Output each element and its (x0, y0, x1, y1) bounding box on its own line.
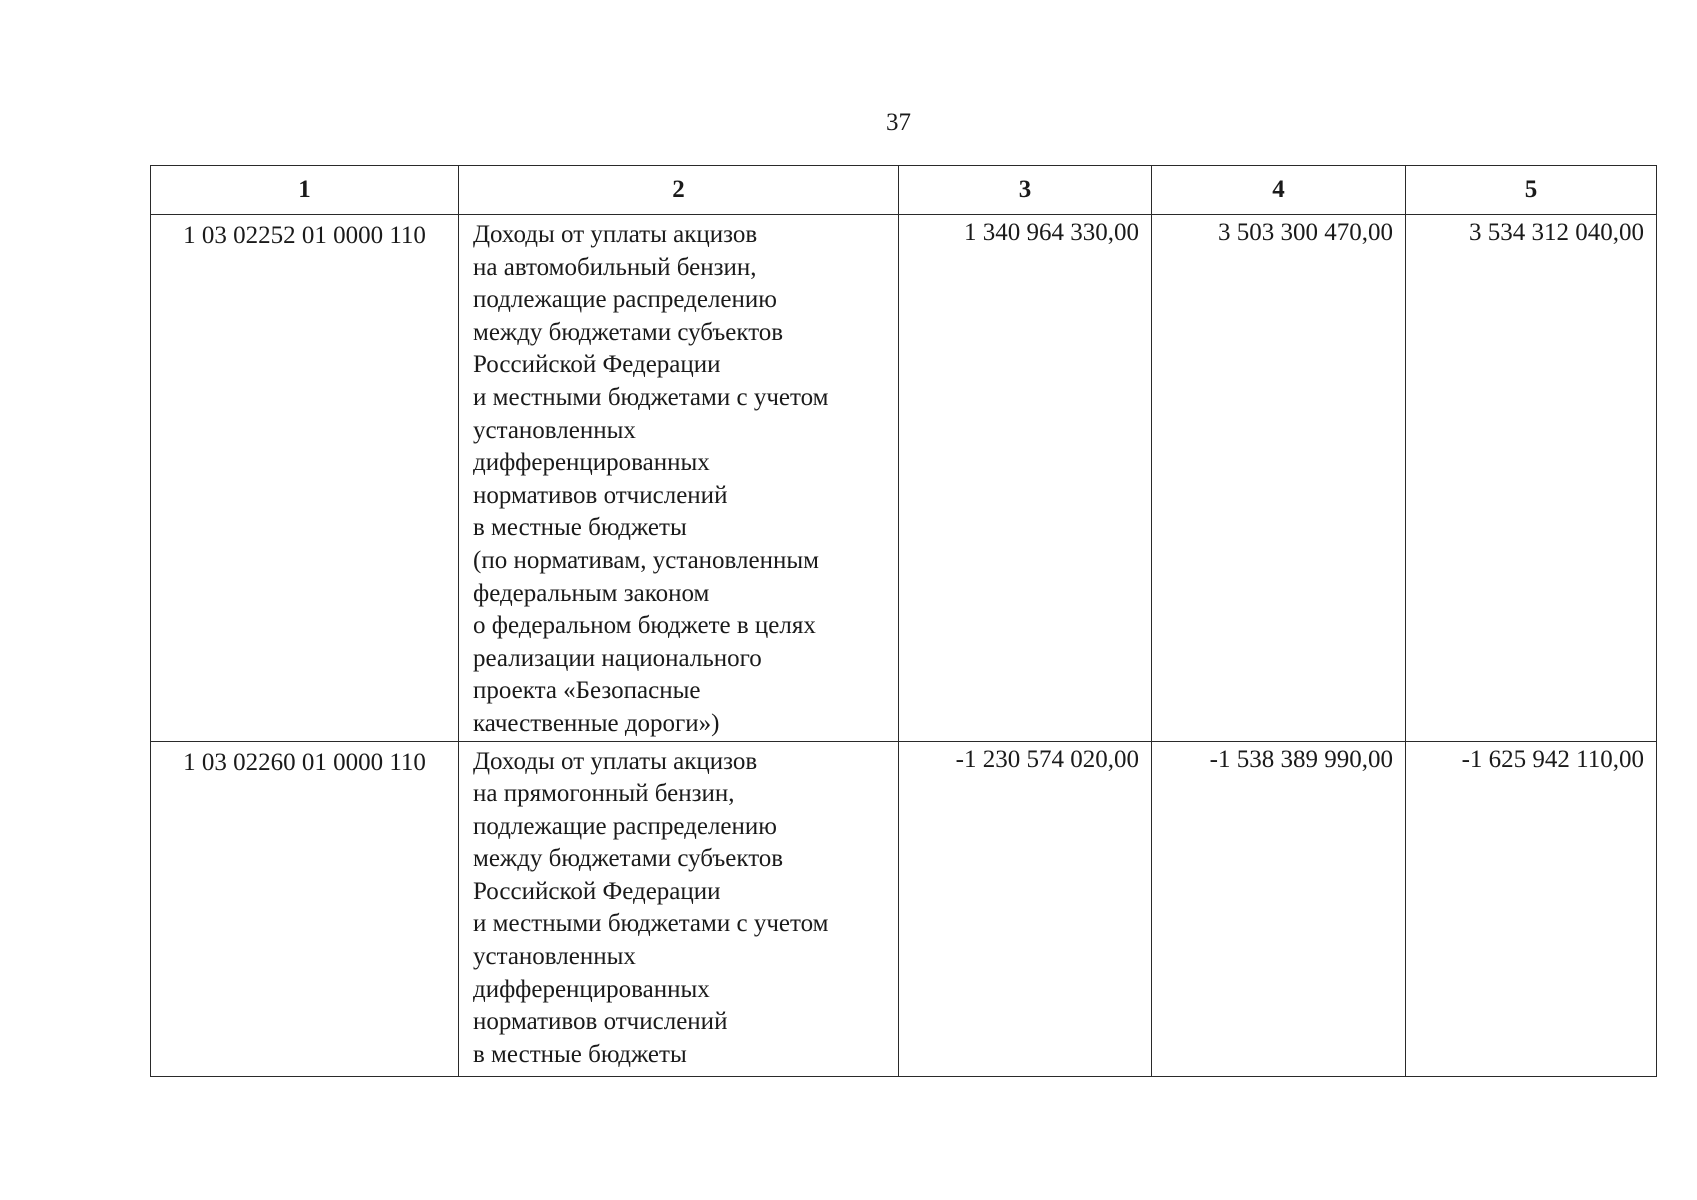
header-col-5: 5 (1406, 166, 1657, 215)
budget-classification-code: 1 03 02260 01 0000 110 (151, 741, 459, 1076)
income-description (459, 215, 899, 742)
description-line: реализации национального (473, 644, 762, 672)
description-line: Российской Федерации (473, 877, 721, 905)
amount-col-3: 1 340 964 330,00 (899, 215, 1152, 742)
table-row (151, 741, 1657, 1076)
table-row (151, 215, 1657, 742)
budget-classification-code: 1 03 02252 01 0000 110 (151, 215, 459, 742)
income-description (459, 741, 899, 1076)
description-line: проекта «Безопасные (473, 677, 701, 705)
amount-col-5: -1 625 942 110,00 (1406, 741, 1657, 1076)
description-line: дифференцированных (473, 449, 710, 477)
description-line: дифференцированных (473, 975, 710, 1003)
description-line: на автомобильный бензин, (473, 253, 757, 281)
table-header-row (151, 166, 1657, 215)
description-line: нормативов отчислений (473, 481, 728, 509)
budget-revenue-table (150, 165, 1657, 1077)
description-line: между бюджетами субъектов (473, 318, 784, 346)
amount-col-4: -1 538 389 990,00 (1152, 741, 1406, 1076)
description-line: в местные бюджеты (473, 1040, 687, 1068)
description-line: о федеральном бюджете в целях (473, 612, 816, 640)
description-line: нормативов отчислений (473, 1008, 728, 1036)
page-number: 37 (886, 109, 911, 136)
header-col-2: 2 (459, 166, 899, 215)
description-line: на прямогонный бензин, (473, 780, 735, 808)
description-line: и местными бюджетами с учетом (473, 383, 829, 411)
description-line: установленных (473, 943, 636, 971)
description-line: установленных (473, 416, 636, 444)
description-line: между бюджетами субъектов (473, 845, 784, 873)
description-line: федеральным законом (473, 579, 710, 607)
description-line: подлежащие распределению (473, 286, 777, 314)
description-line: качественные дороги») (473, 709, 720, 737)
header-col-4: 4 (1152, 166, 1406, 215)
description-line: подлежащие распределению (473, 812, 777, 840)
amount-col-4: 3 503 300 470,00 (1152, 215, 1406, 742)
description-line: и местными бюджетами с учетом (473, 910, 829, 938)
amount-col-5: 3 534 312 040,00 (1406, 215, 1657, 742)
description-line: Российской Федерации (473, 351, 721, 379)
header-col-3: 3 (899, 166, 1152, 215)
description-line: (по нормативам, установленным (473, 546, 819, 574)
description-line: в местные бюджеты (473, 514, 687, 542)
header-col-1: 1 (151, 166, 459, 215)
amount-col-3: -1 230 574 020,00 (899, 741, 1152, 1076)
description-line: Доходы от уплаты акцизов (473, 221, 758, 248)
description-line: Доходы от уплаты акцизов (473, 747, 758, 775)
